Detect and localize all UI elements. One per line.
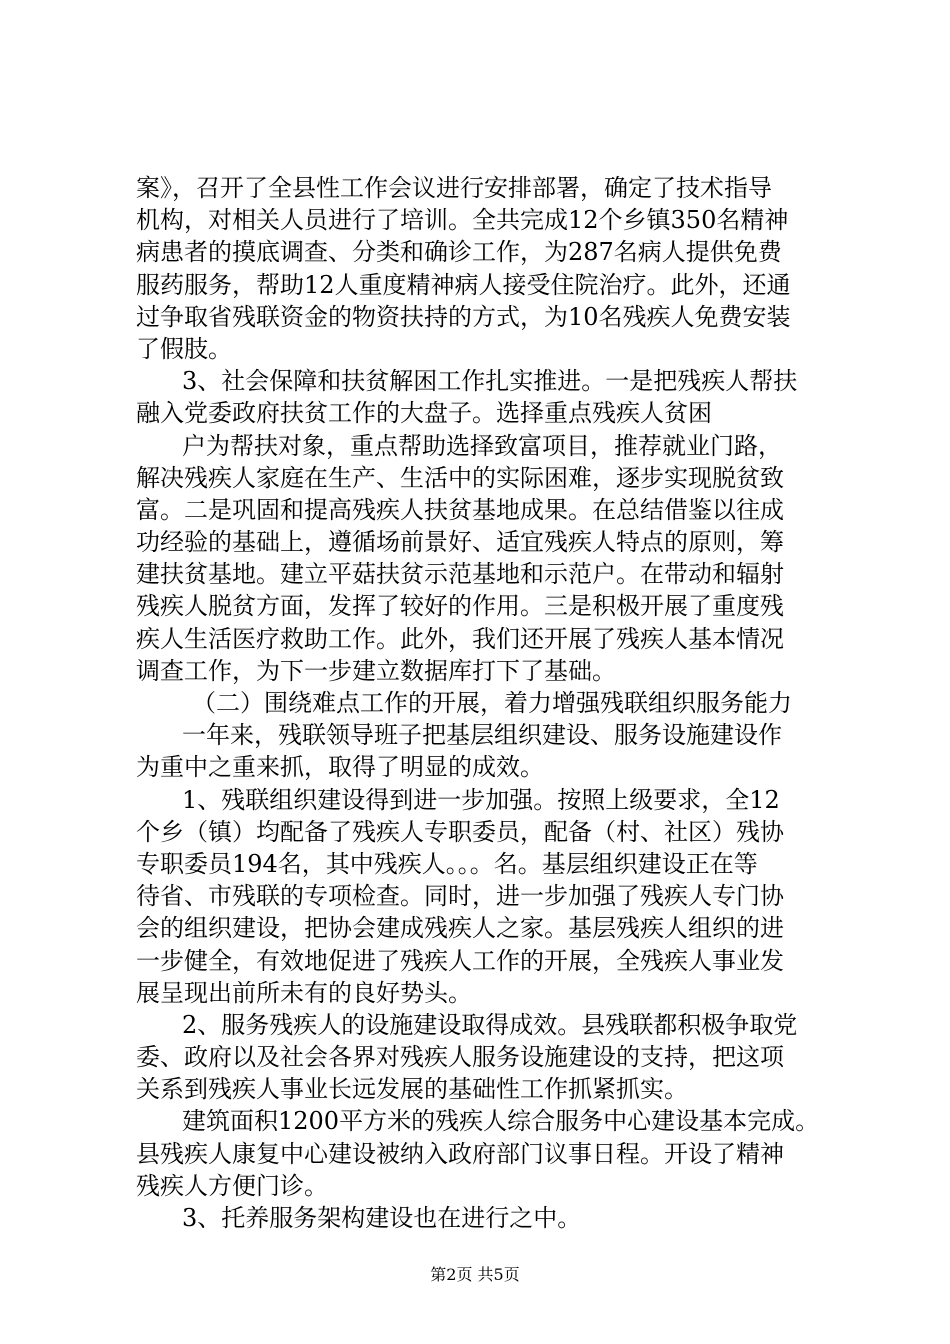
paragraph-start-line: 户为帮扶对象，重点帮助选择致富项目，推荐就业门路， [182,431,782,460]
text-line: 疾人生活医疗救助工作。此外，我们还开展了残疾人基本情况 [136,624,784,653]
section-heading: （二）围绕难点工作的开展，着力增强残联组织服务能力 [192,689,792,717]
text-line: 会的组织建设，把协会建成残疾人之家。基层残疾人组织的进 [136,914,784,943]
paragraph-start-line: 1、残联组织建设得到进一步加强。按照上级要求，全12 [182,785,780,814]
text-line: 富。二是巩固和提高残疾人扶贫基地成果。在总结借鉴以往成 [136,495,784,524]
text-line: 关系到残疾人事业长远发展的基础性工作抓紧抓实。 [136,1075,688,1104]
text-line: 融入党委政府扶贫工作的大盘子。选择重点残疾人贫困 [136,399,712,428]
paragraph-start-line: 3、社会保障和扶贫解困工作扎实推进。一是把残疾人帮扶 [182,367,798,396]
paragraph-start-line: 建筑面积1200平方米的残疾人综合服务中心建设基本完成。 [182,1107,820,1136]
text-line: 残疾人方便门诊。 [136,1171,328,1200]
text-line: 为重中之重来抓，取得了明显的成效。 [136,753,544,782]
text-line: 病患者的摸底调查、分类和确诊工作，为287名病人提供免费 [136,238,782,267]
page-number: 第2页 共5页 [430,1265,520,1284]
text-line: 解决残疾人家庭在生产、生活中的实际困难，逐步实现脱贫致 [136,463,784,492]
paragraph-start-line: 3、托养服务架构建设也在进行之中。 [182,1204,582,1232]
text-line: 案》，召开了全县性工作会议进行安排部署，确定了技术指导 [136,174,772,202]
text-line: 过争取省残联资金的物资扶持的方式，为10名残疾人免费安装 [136,302,791,331]
text-line: 了假肢。 [136,334,232,363]
text-line: 县残疾人康复中心建设被纳入政府部门议事日程。开设了精神 [136,1139,784,1168]
text-line: 委、政府以及社会各界对残疾人服务设施建设的支持，把这项 [136,1043,784,1072]
text-line: 服药服务，帮助12人重度精神病人接受住院治疗。此外，还通 [136,270,791,299]
text-line: 残疾人脱贫方面，发挥了较好的作用。三是积极开展了重度残 [136,592,784,621]
paragraph-start-line: 2、服务残疾人的设施建设取得成效。县残联都积极争取党 [182,1010,798,1039]
text-line: 功经验的基础上，遵循场前景好、适宜残疾人特点的原则，筹 [136,528,784,557]
text-line: 展呈现出前所未有的良好势头。 [136,978,472,1007]
text-line: 一步健全，有效地促进了残疾人工作的开展，全残疾人事业发 [136,946,784,975]
text-line: 个乡（镇）均配备了残疾人专职委员，配备（村、社区）残协 [136,817,784,846]
text-line: 专职委员194名，其中残疾人。。。名。基层组织建设正在等 [136,849,758,878]
text-line: 机构，对相关人员进行了培训。全共完成12个乡镇350名精神 [136,206,789,235]
text-line: 调查工作，为下一步建立数据库打下了基础。 [136,656,616,685]
text-line: 建扶贫基地。建立平菇扶贫示范基地和示范户。在带动和辐射 [136,560,784,589]
page-footer [0,1265,950,1285]
document-body [136,172,836,1234]
text-line: 待省、市残联的专项检查。同时，进一步加强了残疾人专门协 [136,882,784,911]
paragraph-start-line: 一年来，残联领导班子把基层组织建设、服务设施建设作 [182,721,782,750]
